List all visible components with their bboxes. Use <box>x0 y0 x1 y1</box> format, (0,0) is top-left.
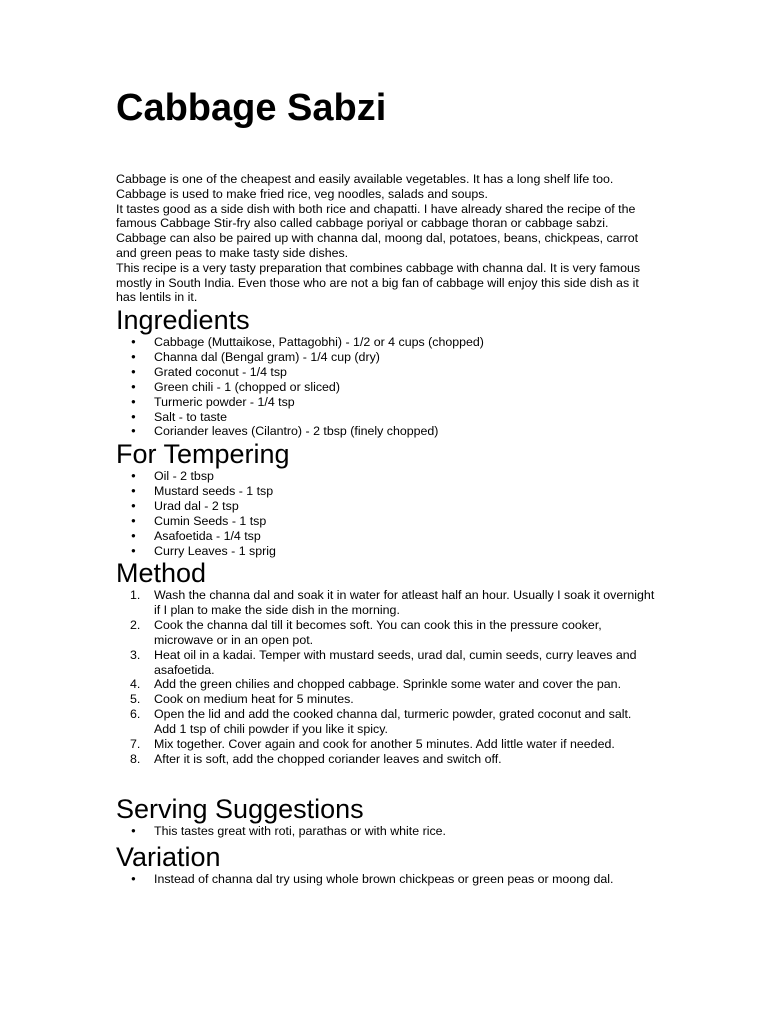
list-item <box>116 410 656 425</box>
variation-section <box>116 842 656 887</box>
tempering-list <box>116 469 656 558</box>
step-number: 3. <box>130 647 141 662</box>
bullet-icon: ● <box>131 396 136 406</box>
list-item <box>116 618 656 648</box>
serving-list <box>116 824 656 839</box>
bullet-icon: ● <box>131 426 136 436</box>
list-item <box>116 737 656 752</box>
list-item <box>116 752 656 767</box>
step-number: 6. <box>130 707 141 722</box>
list-item <box>116 544 656 559</box>
list-item <box>116 395 656 410</box>
step-text: Open the lid and add the cooked channa dal, turmeric powder, grated coconut and salt. Add 1 tsp of chili powder if you like it spicy. <box>154 707 632 737</box>
step-text: Wash the channa dal and soak it in water for atleast half an hour. Usually I soak it overnight if I plan to make the side dish in the morning. <box>154 588 655 617</box>
list-item <box>116 514 656 529</box>
method-list <box>116 588 656 767</box>
list-item <box>116 677 656 692</box>
step-text: Heat oil in a kadai. Temper with mustard seeds, urad dal, cumin seeds, curry leaves and asafoetida. <box>154 647 637 677</box>
page-title: Cabbage Sabzi <box>116 87 387 129</box>
step-text: Mix together. Cover again and cook for another 5 minutes. Add little water if needed. <box>154 737 615 752</box>
step-text: Add the green chilies and chopped cabbage. Sprinkle some water and cover the pan. <box>154 677 622 692</box>
bullet-icon: ● <box>131 381 136 391</box>
tempering-text: Urad dal - 2 tsp <box>154 498 239 513</box>
list-item <box>116 588 656 618</box>
list-item <box>116 424 656 439</box>
variation-list <box>116 872 656 887</box>
step-text: Cook on medium heat for 5 minutes. <box>154 692 354 707</box>
intro-text <box>116 172 656 305</box>
list-item <box>116 469 656 484</box>
ingredient-text: Coriander leaves (Cilantro) - 2 tbsp (finely chopped) <box>154 424 439 439</box>
variation-text: Instead of channa dal try using whole brown chickpeas or green peas or moong dal. <box>154 872 614 886</box>
bullet-icon: ● <box>131 471 136 480</box>
list-item <box>116 692 656 707</box>
ingredient-text: Cabbage (Muttaikose, Pattagobhi) - 1/2 or 4 cups (chopped) <box>154 335 484 349</box>
bullet-icon: ● <box>131 351 136 361</box>
list-item <box>116 648 656 678</box>
tempering-text: Curry Leaves - 1 sprig <box>154 543 276 558</box>
tempering-text: Oil - 2 tbsp <box>154 469 214 483</box>
bullet-icon: ● <box>131 366 136 376</box>
step-number: 7. <box>130 737 141 752</box>
ingredient-text: Channa dal (Bengal gram) - 1/4 cup (dry) <box>154 349 380 364</box>
ingredients-heading: Ingredients <box>116 305 250 335</box>
ingredient-text: Grated coconut - 1/4 tsp <box>154 364 287 379</box>
list-item <box>116 365 656 380</box>
step-text: After it is soft, add the chopped coriander leaves and switch off. <box>154 751 502 766</box>
intro-paragraph: It tastes good as a side dish with both rice and chapatti. I have already shared the recipe of the famous Cabbage Stir-fry also called cabbage poriyal or cabbage thoran or cabbage sabzi. Cabbage can also be paired up with channa dal, moong dal, potatoes, beans, chickpeas, carrot and green peas to make tasty side dishes. <box>116 201 639 260</box>
bullet-icon: ● <box>131 337 136 346</box>
bullet-icon: ● <box>131 500 136 510</box>
serving-text: This tastes great with roti, parathas or with white rice. <box>154 824 446 838</box>
bullet-icon: ● <box>131 874 136 883</box>
step-number: 1. <box>130 588 141 602</box>
list-item <box>116 707 656 737</box>
ingredients-list <box>116 335 656 439</box>
list-item <box>116 499 656 514</box>
list-item <box>116 335 656 350</box>
bullet-icon: ● <box>131 485 136 495</box>
list-item <box>116 824 656 839</box>
tempering-text: Asafoetida - 1/4 tsp <box>154 528 261 543</box>
step-text: Cook the channa dal till it becomes soft. You can cook this in the pressure cooker, microwave or in an open pot. <box>154 617 602 647</box>
list-item <box>116 529 656 544</box>
intro-paragraph: Cabbage is one of the cheapest and easily available vegetables. It has a long shelf life too. Cabbage is used to make fried rice, veg noodles, salads and soups. <box>116 172 614 201</box>
method-section <box>116 558 656 767</box>
tempering-heading: For Tempering <box>116 439 290 469</box>
bullet-icon: ● <box>131 515 136 525</box>
tempering-text: Cumin Seeds - 1 tsp <box>154 513 267 528</box>
bullet-icon: ● <box>131 411 136 421</box>
ingredients-section <box>116 305 656 439</box>
intro-paragraph: This recipe is a very tasty preparation that combines cabbage with channa dal. It is very famous mostly in South India. Even those who are not a big fan of cabbage will enjoy this side dish as it has lentils in it. <box>116 260 641 305</box>
tempering-text: Mustard seeds - 1 tsp <box>154 483 274 498</box>
serving-heading: Serving Suggestions <box>116 794 364 824</box>
serving-section <box>116 794 656 839</box>
ingredient-text: Green chili - 1 (chopped or sliced) <box>154 379 340 394</box>
step-number: 5. <box>130 692 141 707</box>
list-item <box>116 350 656 365</box>
method-heading: Method <box>116 558 207 588</box>
step-number: 2. <box>130 617 141 632</box>
variation-heading: Variation <box>116 842 221 872</box>
list-item <box>116 484 656 499</box>
bullet-icon: ● <box>131 826 136 835</box>
step-number: 8. <box>130 751 141 766</box>
step-number: 4. <box>130 677 141 692</box>
list-item <box>116 380 656 395</box>
ingredient-text: Salt - to taste <box>154 409 228 424</box>
bullet-icon: ● <box>131 545 136 555</box>
bullet-icon: ● <box>131 530 136 540</box>
ingredient-text: Turmeric powder - 1/4 tsp <box>154 394 295 409</box>
list-item <box>116 872 656 887</box>
tempering-section <box>116 439 656 558</box>
